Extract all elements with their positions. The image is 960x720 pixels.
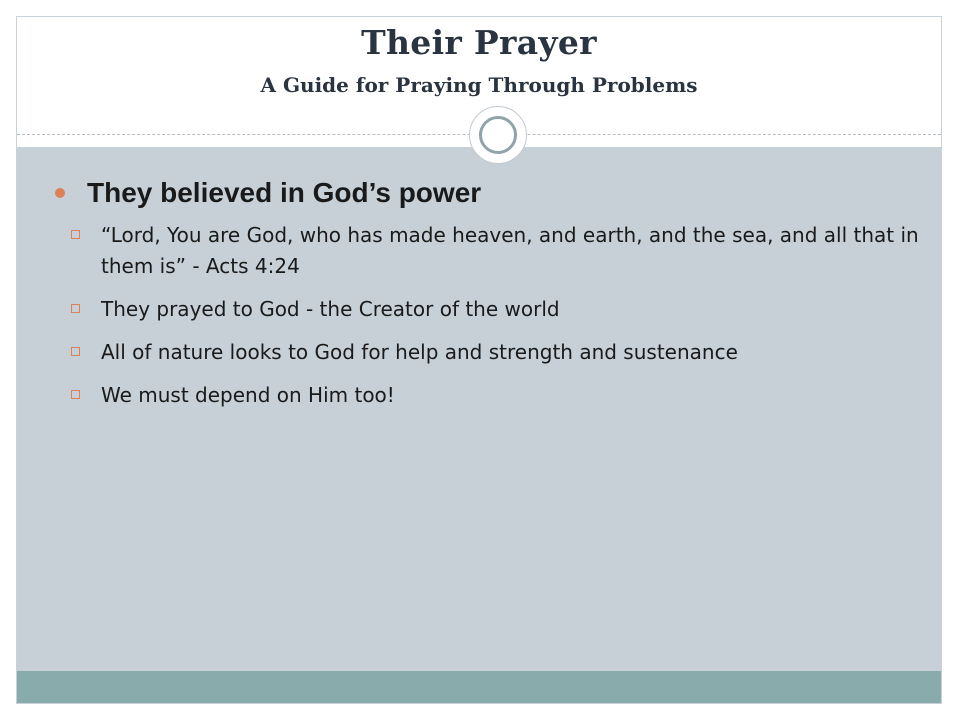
- main-bullet-text: They believed in God’s power: [87, 177, 482, 208]
- sub-bullet-text: They prayed to God - the Creator of the world: [101, 297, 560, 321]
- sub-bullet-text: We must depend on Him too!: [101, 383, 395, 407]
- ring-inner-icon: [479, 116, 517, 154]
- square-bullet-icon: [71, 347, 80, 356]
- ring-ornament-icon: [469, 106, 527, 164]
- square-bullet-icon: [71, 230, 80, 239]
- slide-frame: [16, 16, 942, 704]
- square-bullet-icon: [71, 390, 80, 399]
- slide-subtitle: A Guide for Praying Through Problems: [260, 73, 698, 97]
- square-bullet-icon: [71, 304, 80, 313]
- footer-bar: [17, 671, 941, 704]
- sub-bullet-text: All of nature looks to God for help and strength and sustenance: [101, 340, 738, 364]
- bullet-dot-icon: [55, 188, 65, 198]
- sub-bullet-item: [53, 220, 921, 282]
- slide-body: [53, 172, 933, 423]
- main-bullet-item: [53, 174, 933, 212]
- sub-bullet-text: “Lord, You are God, who has made heaven, and earth, and the sea, and all that in them is” - Acts 4:24: [101, 223, 919, 278]
- sub-bullet-list: [53, 220, 933, 411]
- slide-title: Their Prayer: [361, 23, 597, 62]
- sub-bullet-item: [53, 380, 921, 411]
- sub-bullet-item: [53, 337, 921, 368]
- sub-bullet-item: [53, 294, 921, 325]
